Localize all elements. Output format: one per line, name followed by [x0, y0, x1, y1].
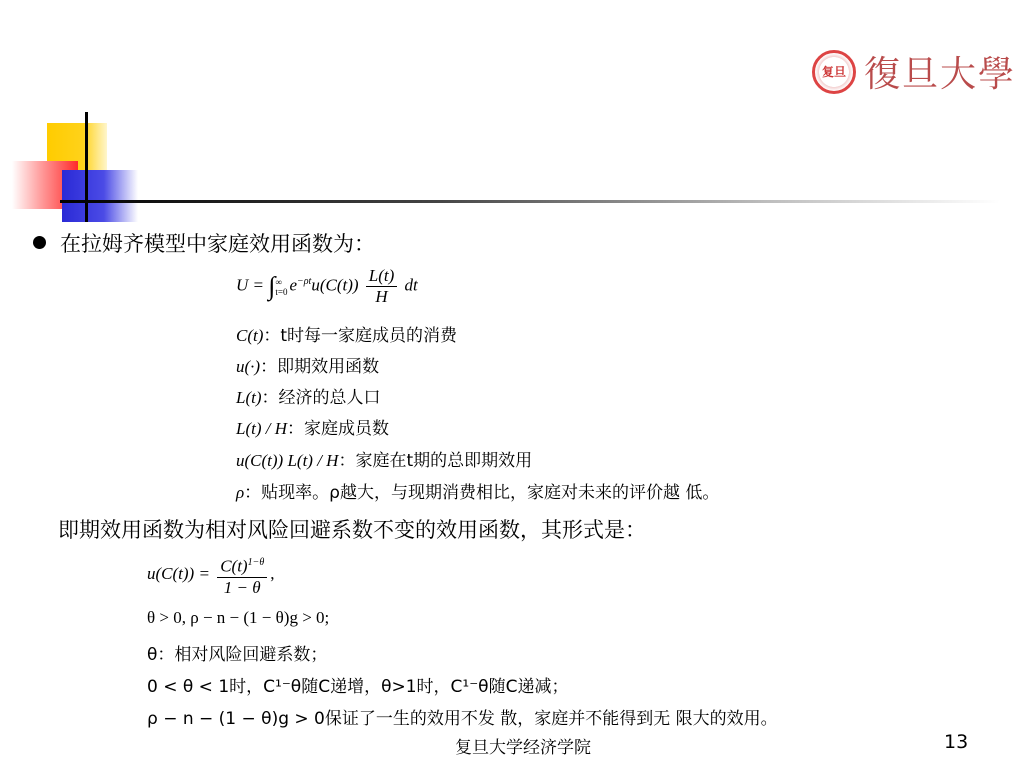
decor-vertical-line	[85, 112, 88, 222]
def-household-size: L(t) / H：家庭成员数	[236, 419, 389, 439]
crra-utility-equation: u(C(t)) = $\frac{C(t)^{1-\theta}}{1 - \theta}$ ,	[147, 553, 275, 598]
integral-symbol: ∫	[268, 271, 276, 301]
crra-paragraph: 即期效用函数为相对风险回避系数不变的效用函数，其形式是：	[58, 518, 646, 542]
page-number: 13	[944, 731, 969, 753]
theta-definition: θ：相对风险回避系数；	[147, 645, 328, 665]
theta-cases: 0 < θ < 1时，C¹⁻θ随C递增，θ>1时，C¹⁻θ随C递减；	[147, 677, 569, 697]
def-consumption: C(t)：t时每一家庭成员的消费	[236, 326, 458, 346]
finite-utility-condition: ρ − n − (1 − θ)g > 0保证了一生的效用不发 散，家庭并不能得到无 限大的效用。	[147, 709, 778, 729]
bullet-heading: 在拉姆齐模型中家庭效用函数为：	[60, 232, 375, 256]
bullet-dot	[33, 236, 46, 249]
decor-blue-square	[62, 170, 138, 222]
footer-school: 复旦大学经济学院	[455, 738, 591, 758]
utility-integral-equation: U = ∫ ∞ t=0 $e^{-\rho t}u(C(t))$ $\frac{L(t)}{H}$ dt	[236, 266, 418, 306]
parameter-conditions: θ > 0, ρ − n − (1 − θ)g > 0;	[147, 608, 330, 627]
title-divider-line	[60, 200, 1000, 203]
def-instant-utility: u(·)：即期效用函数	[236, 357, 380, 377]
def-household-utility: u(C(t)) L(t) / H：家庭在t期的总即期效用	[236, 451, 533, 471]
fudan-logo	[812, 46, 1016, 97]
university-seal: 复旦	[812, 50, 856, 94]
university-name-calligraphy: 復旦大學	[864, 54, 1017, 95]
def-discount-rate: ρ：贴现率。ρ越大，与现期消费相比，家庭对未来的评价越 低。	[236, 483, 720, 503]
def-population: L(t)：经济的总人口	[236, 388, 381, 408]
